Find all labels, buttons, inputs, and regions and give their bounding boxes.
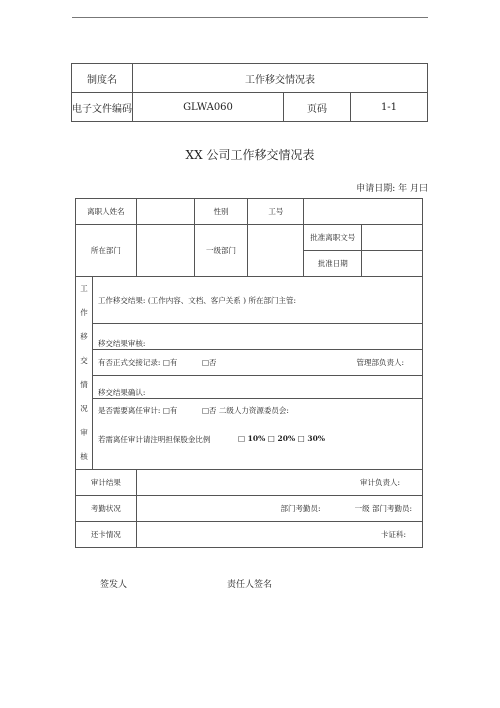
apply-date: 申请日期: 年 月曰 (356, 184, 428, 194)
page-value: 1-1 (351, 93, 428, 122)
handover-result-line: 工作移交结果: (工作内容、文档、客户关系 ) 所在部门主管: (92, 277, 422, 324)
employee-id-value (304, 199, 423, 225)
top-rule (72, 17, 428, 18)
review-side-label: 工 作 移 交 情 况 审 核 (76, 277, 93, 470)
audit-need-yes: 是否需要离任审计: □有 (97, 406, 178, 416)
audit-need-no: □否 二级人力资源委员会: (201, 406, 289, 416)
approval-doc-label: 批准离职文号 (304, 225, 362, 251)
header-table (71, 63, 428, 122)
file-code-label: 电子文件编码 (72, 93, 133, 122)
resignee-name-value (136, 199, 194, 225)
approval-date-value (362, 251, 423, 277)
dept-attendant-label: 部门考勤员: (280, 504, 321, 513)
formal-record-no: □否 (201, 357, 217, 367)
gender-label: 性别 (194, 199, 248, 225)
dept-head-label: 管理部负责人: (356, 357, 404, 367)
audit-head-label: 审计负责人: (136, 470, 422, 496)
guarantee-options: □ 10% □ 20% □ 30% (237, 434, 325, 444)
department-value (136, 225, 194, 277)
employee-id-label: 工号 (248, 199, 304, 225)
confirm-label: 移交结果确认: (92, 375, 422, 399)
file-code-value: GLWA060 (133, 93, 284, 122)
system-name-value: 工作移交情况表 (133, 64, 428, 93)
level1-attendant-label: 一级 部门考勤员: (354, 504, 412, 513)
page-label: 页码 (284, 93, 351, 122)
level1-dept-value (248, 225, 304, 277)
attendance-label: 考勤状况 (76, 496, 137, 522)
review-label: 移交结果审核: (92, 324, 422, 350)
formal-record-yes: 有否正式交接记录: □有 (97, 357, 178, 367)
responsible-signature-label: 责任人签名 (227, 580, 273, 590)
card-return-label: 还卡情况 (76, 522, 137, 548)
system-name-label: 制度名 (72, 64, 133, 93)
card-witness-label: 卡证科: (136, 522, 422, 548)
audit-result-label: 审计结果 (76, 470, 137, 496)
guarantee-label: 若需离任审计请注明担保股金比例 (97, 435, 211, 445)
attendance-row (136, 496, 422, 522)
level1-dept-label: 一级部门 (194, 225, 248, 277)
approval-date-label: 批准日期 (304, 251, 362, 277)
audit-block (92, 399, 422, 470)
department-label: 所在部门 (76, 225, 137, 277)
formal-record-row (92, 349, 422, 375)
approval-doc-value (362, 225, 423, 251)
document-title: XX 公司工作移交情况表 (185, 148, 315, 162)
resignee-name-label: 离职人姓名 (76, 199, 137, 225)
issuer-signature-label: 签发人 (100, 580, 128, 590)
handover-form (75, 198, 423, 548)
